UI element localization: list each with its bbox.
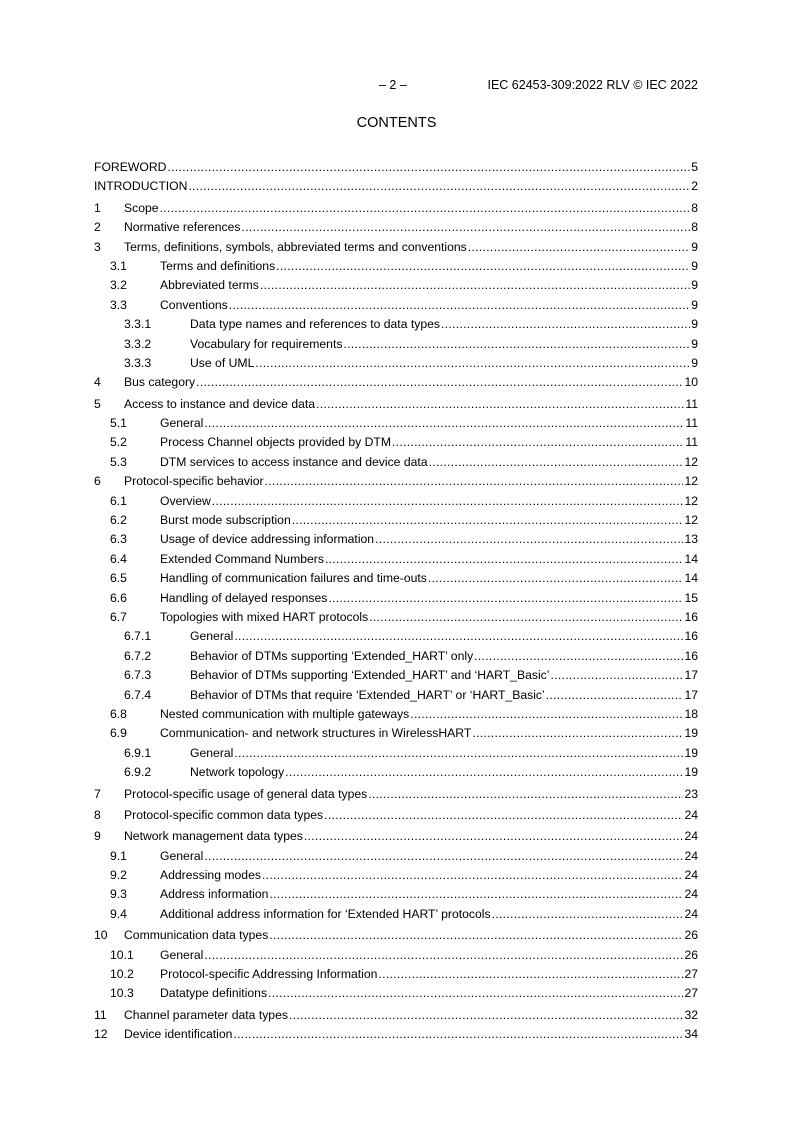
toc-dot-leader xyxy=(160,199,691,218)
toc-entry-title: General xyxy=(160,947,204,962)
toc-dot-leader xyxy=(234,744,683,763)
toc-entry-title: Use of UML xyxy=(190,355,255,370)
toc-entry-number: 9.2 xyxy=(110,868,127,883)
toc-dot-leader xyxy=(229,296,690,315)
toc-entry-title: Topologies with mixed HART protocols xyxy=(160,609,369,624)
toc-entry[interactable] xyxy=(94,373,698,392)
toc-dot-leader xyxy=(292,511,684,530)
toc-entry-title: Protocol-specific usage of general data types xyxy=(124,786,368,801)
toc-entry[interactable] xyxy=(94,686,698,705)
toc-dot-leader xyxy=(304,827,684,846)
toc-entry-page: 9 xyxy=(691,258,698,273)
toc-dot-leader xyxy=(188,177,690,196)
toc-entry-number: 5.2 xyxy=(110,435,127,450)
toc-entry-title: Communication data types xyxy=(124,928,269,943)
toc-dot-leader xyxy=(474,647,683,666)
toc-entry-page: 18 xyxy=(684,706,698,721)
toc-entry-page: 24 xyxy=(684,887,698,902)
toc-entry-page: 19 xyxy=(684,745,698,760)
toc-entry[interactable] xyxy=(94,177,698,196)
toc-entry[interactable] xyxy=(94,666,698,685)
toc-dot-leader xyxy=(392,433,684,452)
toc-entry-title: Address information xyxy=(160,887,269,902)
toc-dot-leader xyxy=(212,492,684,511)
toc-dot-leader xyxy=(262,866,683,885)
toc-entry-page: 13 xyxy=(684,532,698,547)
toc-entry-title: Behavior of DTMs that require ‘Extended_HART’ or ‘HART_Basic’ xyxy=(190,687,545,702)
toc-entry-number: 6.5 xyxy=(110,571,127,586)
toc-entry-number: 6.7.4 xyxy=(124,687,152,702)
toc-entry[interactable] xyxy=(94,785,698,804)
toc-entry-page: 9 xyxy=(691,297,698,312)
toc-dot-leader xyxy=(242,218,691,237)
toc-entry[interactable] xyxy=(94,744,698,763)
document-reference: IEC 62453-309:2022 RLV © IEC 2022 xyxy=(487,78,698,92)
toc-entry-number: 3.3.1 xyxy=(124,317,152,332)
toc-entry[interactable] xyxy=(94,335,698,354)
toc-entry[interactable] xyxy=(94,511,698,530)
toc-entry[interactable] xyxy=(94,218,698,237)
toc-entry[interactable] xyxy=(94,827,698,846)
toc-dot-leader xyxy=(285,763,683,782)
toc-entry-title: General xyxy=(160,848,204,863)
toc-entry-title: Protocol-specific common data types xyxy=(124,807,324,822)
toc-entry-number: 5.3 xyxy=(110,454,127,469)
toc-entry-title: Network management data types xyxy=(124,829,303,844)
toc-entry-number: 1 xyxy=(94,200,101,215)
toc-entry-number: 12 xyxy=(94,1027,108,1042)
toc-entry-number: 6.3 xyxy=(110,532,127,547)
toc-entry-number: 6.9.2 xyxy=(124,765,152,780)
toc-entry-title: Behavior of DTMs supporting ‘Extended_HART’ and ‘HART_Basic’ xyxy=(190,668,550,683)
toc-entry-page: 16 xyxy=(684,629,698,644)
toc-entry-page: 9 xyxy=(691,239,698,254)
toc-entry-title: INTRODUCTION xyxy=(94,179,188,194)
toc-dot-leader xyxy=(204,414,684,433)
toc-entry-number: 10.2 xyxy=(110,967,134,982)
toc-entry-title: Nested communication with multiple gateways xyxy=(160,706,410,721)
toc-dot-leader xyxy=(546,686,684,705)
toc-entry-page: 17 xyxy=(684,668,698,683)
toc-entry-number: 6.8 xyxy=(110,706,127,721)
toc-entry-number: 6.7 xyxy=(110,609,127,624)
toc-entry-title: Access to instance and device data xyxy=(124,396,316,411)
toc-dot-leader xyxy=(234,627,683,646)
toc-entry-page: 16 xyxy=(684,609,698,624)
toc-entry-page: 12 xyxy=(684,454,698,469)
toc-dot-leader xyxy=(328,589,683,608)
toc-entry-number: 6.1 xyxy=(110,493,127,508)
toc-entry-page: 26 xyxy=(684,928,698,943)
toc-entry[interactable] xyxy=(94,806,698,825)
toc-entry-title: Normative references xyxy=(124,220,241,235)
toc-entry-page: 23 xyxy=(684,786,698,801)
toc-entry-page: 19 xyxy=(684,726,698,741)
toc-entry[interactable] xyxy=(94,158,698,177)
toc-entry[interactable] xyxy=(94,866,698,885)
toc-entry[interactable] xyxy=(94,569,698,588)
page-title: CONTENTS xyxy=(356,115,437,131)
toc-entry-page: 27 xyxy=(684,986,698,1001)
toc-entry-title: Handling of delayed responses xyxy=(160,590,328,605)
toc-entry-page: 11 xyxy=(685,416,698,431)
toc-entry-number: 6.4 xyxy=(110,551,127,566)
toc-entry-number: 6.2 xyxy=(110,513,127,528)
toc-entry-number: 3.1 xyxy=(110,258,127,273)
toc-entry-number: 6.6 xyxy=(110,590,127,605)
toc-entry-title: Behavior of DTMs supporting ‘Extended_HART’ only xyxy=(190,648,474,663)
toc-entry-number: 9.1 xyxy=(110,848,127,863)
toc-entry-title: Data type names and references to data types xyxy=(190,317,440,332)
toc-entry[interactable] xyxy=(94,472,698,491)
toc-dot-leader xyxy=(204,847,683,866)
toc-entry-page: 24 xyxy=(684,868,698,883)
toc-entry[interactable] xyxy=(94,965,698,984)
page-number: – 2 – xyxy=(379,78,407,92)
toc-entry-title: Channel parameter data types xyxy=(124,1007,288,1022)
toc-entry-title: General xyxy=(190,745,234,760)
toc-dot-leader xyxy=(324,806,683,825)
toc-entry-page: 8 xyxy=(691,220,698,235)
toc-entry-page: 9 xyxy=(691,317,698,332)
toc-entry[interactable] xyxy=(94,257,698,276)
toc-entry-page: 14 xyxy=(684,551,698,566)
toc-dot-leader xyxy=(441,315,690,334)
toc-entry-number: 10.1 xyxy=(110,947,134,962)
toc-entry-page: 26 xyxy=(684,947,698,962)
toc-dot-leader xyxy=(269,926,683,945)
toc-entry-title: FOREWORD xyxy=(94,160,167,174)
toc-entry-page: 27 xyxy=(684,967,698,982)
toc-entry[interactable] xyxy=(94,647,698,666)
toc-entry-number: 11 xyxy=(94,1007,107,1022)
toc-entry-title: DTM services to access instance and device data xyxy=(160,454,428,469)
toc-dot-leader xyxy=(196,373,683,392)
toc-entry-page: 14 xyxy=(684,571,698,586)
toc-dot-leader xyxy=(269,885,683,904)
toc-entry-page: 2 xyxy=(691,179,698,194)
toc-dot-leader xyxy=(368,785,683,804)
toc-entry-title: Abbreviated terms xyxy=(160,278,259,293)
toc-entry-title: Additional address information for ‘Extended HART’ protocols xyxy=(160,906,491,921)
toc-dot-leader xyxy=(268,984,683,1003)
toc-dot-leader xyxy=(289,1006,683,1025)
toc-entry-number: 3.2 xyxy=(110,278,127,293)
toc-entry-number: 4 xyxy=(94,375,101,390)
toc-entry-number: 5 xyxy=(94,396,101,411)
toc-dot-leader xyxy=(428,569,684,588)
toc-entry-title: Terms and definitions xyxy=(160,258,276,273)
toc-entry-number: 9 xyxy=(94,829,101,844)
toc-entry[interactable] xyxy=(94,885,698,904)
toc-dot-leader xyxy=(472,724,683,743)
toc-entry-title: Burst mode subscription xyxy=(160,513,291,528)
toc-entry-page: 24 xyxy=(684,807,698,822)
toc-entry-page: 24 xyxy=(684,906,698,921)
table-of-contents xyxy=(94,158,698,1045)
toc-entry[interactable] xyxy=(94,847,698,866)
toc-dot-leader xyxy=(233,1025,683,1044)
toc-entry-title: General xyxy=(160,416,204,431)
toc-entry-title: Overview xyxy=(160,493,211,508)
toc-dot-leader xyxy=(276,257,690,276)
toc-dot-leader xyxy=(375,530,683,549)
toc-entry[interactable] xyxy=(94,905,698,924)
toc-entry[interactable] xyxy=(94,433,698,452)
toc-entry-number: 7 xyxy=(94,786,101,801)
toc-entry-number: 2 xyxy=(94,220,101,235)
toc-entry-page: 9 xyxy=(691,355,698,370)
toc-entry-title: Conventions xyxy=(160,297,228,312)
toc-entry-page: 24 xyxy=(684,848,698,863)
toc-entry-title: Usage of device addressing information xyxy=(160,532,375,547)
toc-dot-leader xyxy=(325,550,684,569)
toc-entry[interactable] xyxy=(94,763,698,782)
toc-dot-leader xyxy=(260,276,690,295)
toc-dot-leader xyxy=(316,395,684,414)
toc-entry-title: Extended Command Numbers xyxy=(160,551,324,566)
toc-entry[interactable] xyxy=(94,395,698,414)
toc-entry-number: 6.9 xyxy=(110,726,127,741)
toc-entry-number: 5.1 xyxy=(110,416,127,431)
toc-entry-title: Protocol-specific behavior xyxy=(124,474,264,489)
toc-entry-page: 5 xyxy=(691,160,698,174)
toc-entry-page: 12 xyxy=(684,513,698,528)
toc-entry-number: 6 xyxy=(94,474,101,489)
toc-entry[interactable] xyxy=(94,414,698,433)
toc-entry-title: Communication- and network structures in WirelessHART xyxy=(160,726,472,741)
toc-entry-number: 3.3 xyxy=(110,297,127,312)
toc-entry-page: 11 xyxy=(685,396,698,411)
toc-entry-page: 10 xyxy=(684,375,698,390)
toc-entry-page: 24 xyxy=(684,829,698,844)
toc-entry-page: 12 xyxy=(684,474,698,489)
toc-dot-leader xyxy=(378,965,683,984)
toc-entry-page: 17 xyxy=(684,687,698,702)
toc-entry-title: Bus category xyxy=(124,375,196,390)
toc-entry-title: Addressing modes xyxy=(160,868,261,883)
toc-dot-leader xyxy=(265,472,684,491)
toc-entry-page: 9 xyxy=(691,278,698,293)
toc-entry[interactable] xyxy=(94,238,698,257)
toc-entry[interactable] xyxy=(94,296,698,315)
toc-entry[interactable] xyxy=(94,550,698,569)
toc-entry-number: 10 xyxy=(94,928,108,943)
toc-entry-title: Protocol-specific Addressing Information xyxy=(160,967,378,982)
toc-entry[interactable] xyxy=(94,705,698,724)
toc-dot-leader xyxy=(429,453,684,472)
toc-entry-number: 9.4 xyxy=(110,906,127,921)
toc-entry[interactable] xyxy=(94,492,698,511)
toc-entry[interactable] xyxy=(94,608,698,627)
toc-dot-leader xyxy=(343,335,690,354)
toc-entry-title: Datatype definitions xyxy=(160,986,268,1001)
toc-entry-page: 32 xyxy=(684,1007,698,1022)
toc-entry[interactable] xyxy=(94,1025,698,1044)
toc-entry-title: Process Channel objects provided by DTM xyxy=(160,435,391,450)
toc-dot-leader xyxy=(167,158,690,177)
toc-entry[interactable] xyxy=(94,627,698,646)
toc-entry-title: Network topology xyxy=(190,765,285,780)
toc-entry-page: 9 xyxy=(691,336,698,351)
toc-dot-leader xyxy=(204,946,683,965)
toc-entry-title: Device identification xyxy=(124,1027,233,1042)
toc-entry[interactable] xyxy=(94,926,698,945)
toc-entry[interactable] xyxy=(94,984,698,1003)
toc-entry-page: 12 xyxy=(684,493,698,508)
toc-entry[interactable] xyxy=(94,530,698,549)
toc-entry-number: 3 xyxy=(94,239,101,254)
toc-entry-number: 3.3.2 xyxy=(124,336,152,351)
toc-entry-title: Vocabulary for requirements xyxy=(190,336,343,351)
toc-entry[interactable] xyxy=(94,199,698,218)
toc-dot-leader xyxy=(369,608,683,627)
toc-entry-title: Scope xyxy=(124,200,159,215)
toc-entry-number: 10.3 xyxy=(110,986,134,1001)
toc-entry-number: 6.7.3 xyxy=(124,668,152,683)
toc-entry-number: 8 xyxy=(94,807,101,822)
toc-entry[interactable] xyxy=(94,315,698,334)
toc-entry[interactable] xyxy=(94,276,698,295)
toc-entry[interactable] xyxy=(94,453,698,472)
toc-entry-page: 15 xyxy=(684,590,698,605)
toc-entry-number: 6.7.1 xyxy=(124,629,152,644)
toc-entry-page: 8 xyxy=(691,200,698,215)
toc-dot-leader xyxy=(255,354,690,373)
toc-entry-title: Terms, definitions, symbols, abbreviated terms and conventions xyxy=(124,239,467,254)
toc-dot-leader xyxy=(468,238,690,257)
toc-entry-title: General xyxy=(190,629,234,644)
toc-entry[interactable] xyxy=(94,1006,698,1025)
toc-entry-page: 19 xyxy=(684,765,698,780)
toc-dot-leader xyxy=(492,905,684,924)
toc-entry[interactable] xyxy=(94,354,698,373)
toc-entry-page: 11 xyxy=(685,435,698,450)
toc-entry-number: 6.9.1 xyxy=(124,745,152,760)
toc-entry-page: 16 xyxy=(684,648,698,663)
toc-entry-page: 34 xyxy=(684,1027,698,1042)
toc-entry-title: Handling of communication failures and time-outs xyxy=(160,571,427,586)
toc-entry[interactable] xyxy=(94,589,698,608)
toc-entry-number: 6.7.2 xyxy=(124,648,152,663)
toc-entry-number: 3.3.3 xyxy=(124,355,152,370)
toc-entry[interactable] xyxy=(94,946,698,965)
toc-entry-number: 9.3 xyxy=(110,887,127,902)
toc-dot-leader xyxy=(550,666,683,685)
toc-entry[interactable] xyxy=(94,724,698,743)
toc-dot-leader xyxy=(410,705,683,724)
